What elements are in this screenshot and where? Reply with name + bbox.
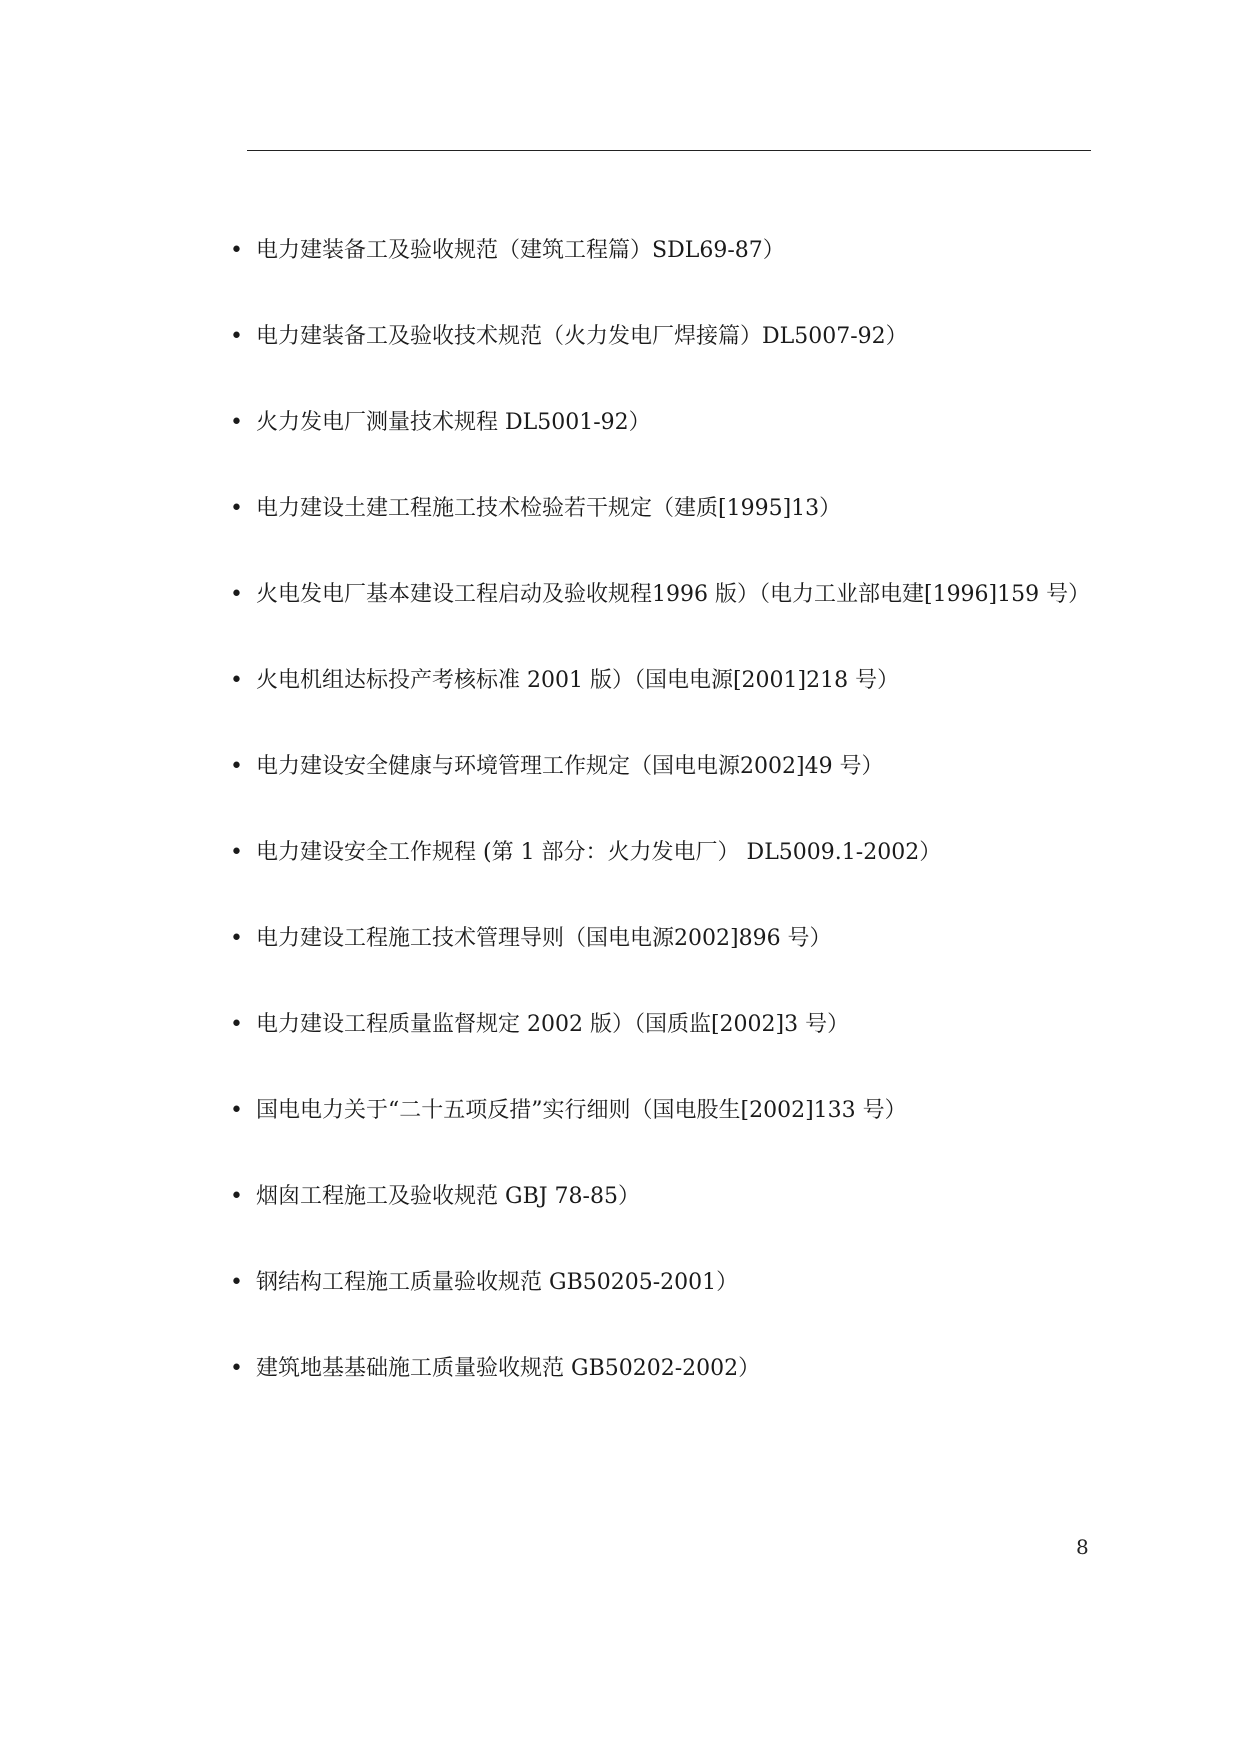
bullet: •: [230, 1356, 243, 1381]
list-item: [230, 1068, 1130, 1154]
bullet: •: [230, 1098, 243, 1123]
list-item: [230, 982, 1130, 1068]
bullet: •: [230, 926, 243, 951]
list-item-text: 电力建设工程质量监督规定 2002 版）（国质监[2002]3 号）: [256, 1012, 850, 1037]
bullet: •: [230, 238, 243, 263]
list-item: [230, 380, 1130, 466]
header-rule: [247, 150, 1091, 151]
bullet: •: [230, 840, 243, 865]
list-item-text: 火力发电厂测量技术规程 DL5001-92）: [256, 410, 651, 435]
list-item: [230, 208, 1130, 294]
list-item: [230, 466, 1130, 552]
list-item: [230, 552, 1130, 638]
bullet: •: [230, 324, 243, 349]
page-number: 8: [1076, 1535, 1089, 1559]
list-item: [230, 294, 1130, 380]
bullet: •: [230, 496, 243, 521]
list-item-text: 火电机组达标投产考核标准 2001 版）（国电电源[2001]218 号）: [256, 668, 900, 693]
list-item-text: 电力建装备工及验收技术规范（火力发电厂焊接篇）DL5007-92）: [256, 324, 908, 349]
list-item: [230, 810, 1130, 896]
bullet: •: [230, 668, 243, 693]
list-item-text: 电力建设土建工程施工技术检验若干规定（建质[1995]13）: [256, 496, 842, 521]
list-item: [230, 896, 1130, 982]
bullet: •: [230, 754, 243, 779]
list-item-text: 电力建设工程施工技术管理导则（国电电源2002]896 号）: [256, 926, 832, 951]
list-item-text: 电力建设安全工作规程 (第 1 部分：火力发电厂） DL5009.1-2002）: [256, 840, 942, 865]
list-item: [230, 1154, 1130, 1240]
list-item: [230, 1240, 1130, 1326]
list-item-text: 国电电力关于“二十五项反措”实行细则（国电股生[2002]133 号）: [256, 1098, 907, 1123]
list-item: [230, 638, 1130, 724]
bullet: •: [230, 1184, 243, 1209]
list-item-text: 烟囱工程施工及验收规范 GBJ 78-85）: [256, 1184, 640, 1209]
reference-list: [230, 208, 1130, 1412]
list-item-text: 火电发电厂基本建设工程启动及验收规程1996 版）（电力工业部电建[1996]159 号）: [256, 582, 1091, 607]
bullet: •: [230, 410, 243, 435]
list-item-text: 电力建装备工及验收规范（建筑工程篇）SDL69-87）: [256, 238, 785, 263]
list-item-text: 钢结构工程施工质量验收规范 GB50205-2001）: [256, 1270, 739, 1295]
list-item-text: 电力建设安全健康与环境管理工作规定（国电电源2002]49 号）: [256, 754, 884, 779]
bullet: •: [230, 1270, 243, 1295]
list-item-text: 建筑地基基础施工质量验收规范 GB50202-2002）: [256, 1356, 761, 1381]
bullet: •: [230, 1012, 243, 1037]
bullet: •: [230, 582, 243, 607]
list-item: [230, 724, 1130, 810]
list-item: [230, 1326, 1130, 1412]
